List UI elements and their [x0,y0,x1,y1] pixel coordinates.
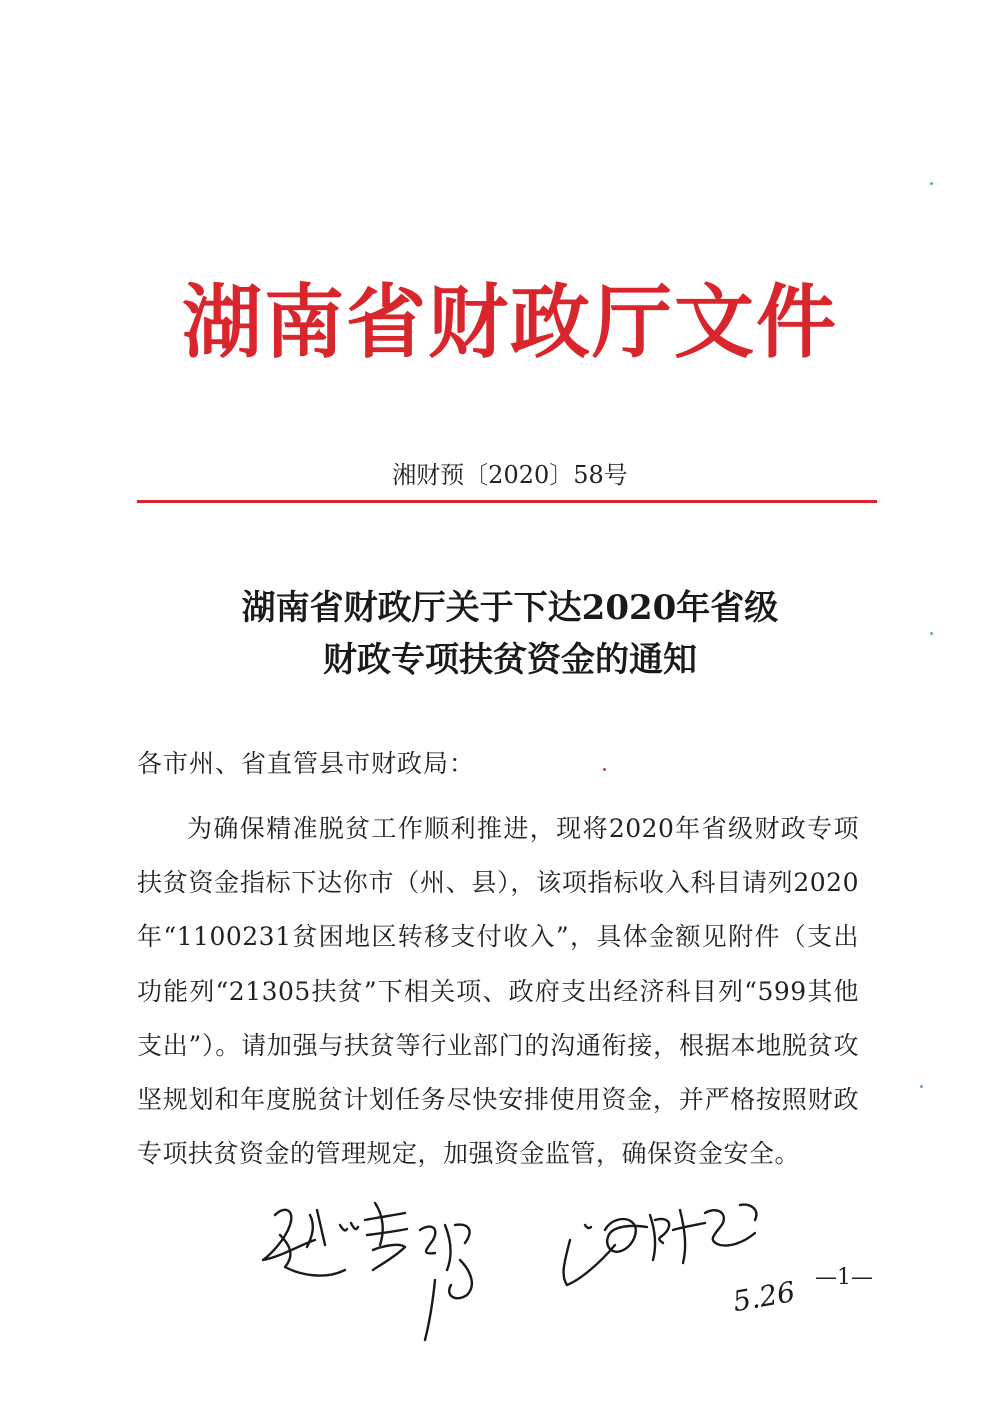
page-number: —1— [815,1265,873,1290]
handwritten-date-text: 5.26 [730,1275,798,1318]
document-number: 湘财预〔2020〕58号 [392,461,628,489]
handwritten-date [725,1258,815,1318]
handwritten-signature-1 [255,1185,495,1345]
red-divider-line [137,500,877,503]
body-paragraph: 为确保精准脱贫工作顺利推进，现将2020年省级财政专项扶贫资金指标下达你市（州、县），该项指标收入科目请列2020年“1100231贫困地区转移支付收入”，具体金额见附件（支出功能列“21305扶贫”下相关项、政府支出经济科目列“599其他支出”）。请加强与扶贫等行业部门的沟通衔接，根据本地脱贫攻坚规划和年度脱贫计划任务尽快安排使用资金，并严格按照财政专项扶贫资金的管理规定，加强资金监管，确保资金安全。 [137,814,859,1169]
ink-speck [603,768,606,771]
ink-speck [920,1085,923,1088]
salutation: 各市州、省直管县市财政局： [137,749,476,778]
document-header-title: 湖南省财政厅文件 [182,275,838,369]
ink-speck [930,632,933,635]
notice-title-line-1: 湖南省财政厅关于下达2020年省级 [241,588,779,628]
ink-speck [930,182,933,185]
notice-title-line-2: 财政专项扶贫资金的通知 [323,640,697,680]
notice-title [140,582,880,686]
